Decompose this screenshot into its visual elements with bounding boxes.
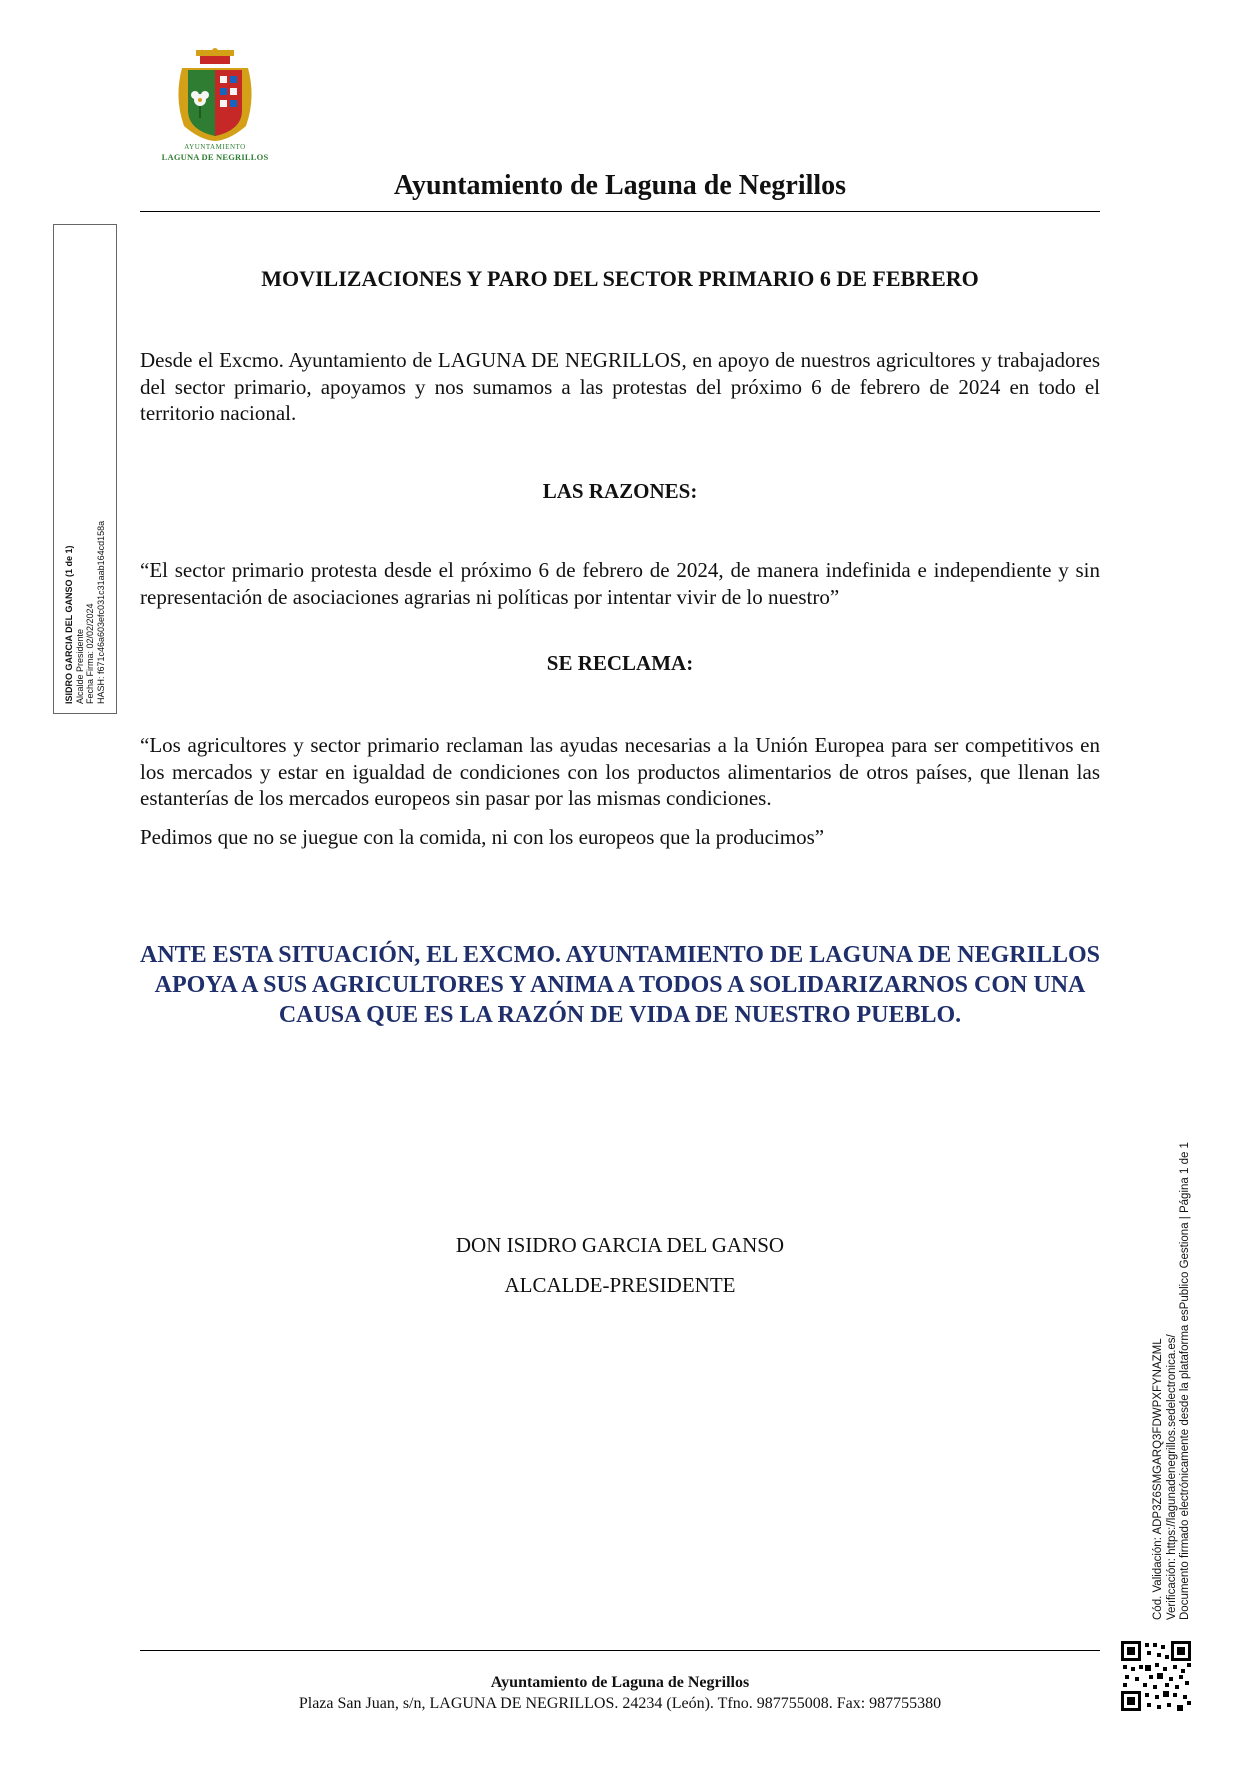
footer-address: Plaza San Juan, s/n, LAGUNA DE NEGRILLOS. 24234 (León). Tfno. 987755008. Fax: 987755380 [298,1695,942,1712]
signature-stamp [53,224,117,714]
logo-caption-line1: AYUNTAMIENTO [184,143,246,151]
signature-role: Alcalde Presidente [74,628,85,704]
reclama-heading: SE RECLAMA: [546,651,694,675]
signer-role: ALCALDE-PRESIDENTE [504,1273,736,1297]
footer-divider [140,1650,1100,1651]
validation-code: Cód. Validación: ADP3Z6SMGARQ3FDWPXFYNAZML [1151,1338,1164,1620]
document-title: MOVILIZACIONES Y PARO DEL SECTOR PRIMARIO 6 DE FEBRERO [261,266,979,291]
signature-signer: ISIDRO GARCIA DEL GANSO (1 de 1) [64,545,74,704]
header-divider [140,211,1100,212]
razones-paragraph: “El sector primario protesta desde el próximo 6 de febrero de 2024, de manera indefinida e independiente y sin representación de asociaciones agrarias ni políticas por intentar vivir de lo nuestro” [140,558,1100,609]
footer-title: Ayuntamiento de Laguna de Negrillos [490,1674,750,1691]
validation-platform-note: Documento firmado electrónicamente desde la plataforma esPublico Gestiona | Página 1 de 1 [1178,1142,1191,1620]
reclama-paragraph: “Los agricultores y sector primario reclaman las ayudas necesarias a la Unión Europea para ser competitivos en los mercados y estar en igualdad de condiciones con los productos alimentarios de otros países, que llenan las estanterías de los mercados europeos sin pasar por las mismas condiciones. [140,733,1100,810]
coat-of-arms-logo [160,48,270,168]
logo-caption-line2: LAGUNA DE NEGRILLOS [161,152,269,162]
qr-code-icon [1121,1641,1191,1711]
validation-url: Verificación: https://lagunadenegrillos.sedelectronica.es/ [1165,1334,1178,1620]
validation-text [1152,1100,1193,1620]
signature-stamp-text [64,234,106,704]
signer-name: DON ISIDRO GARCIA DEL GANSO [455,1233,785,1257]
reclama-closing-paragraph: Pedimos que no se juegue con la comida, ni con los europeos que la producimos” [140,825,825,849]
intro-paragraph: Desde el Excmo. Ayuntamiento de LAGUNA DE NEGRILLOS, en apoyo de nuestros agricultores y trabajadores del sector primario, apoyamos y nos sumamos a las protestas del próximo 6 de febrero de 2024 en todo el territorio nacional. [140,348,1100,425]
razones-heading: LAS RAZONES: [542,479,698,503]
validation-block [1151,1100,1193,1620]
signature-hash: HASH: f671c46a603efc031c31aab164cd158a [95,520,106,704]
coat-of-arms-icon [160,48,270,143]
signature-date: Fecha Firma: 02/02/2024 [85,603,95,704]
header-title: Ayuntamiento de Laguna de Negrillos [393,170,847,201]
support-statement: ANTE ESTA SITUACIÓN, EL EXCMO. AYUNTAMIENTO DE LAGUNA DE NEGRILLOS APOYA A SUS AGRICULTORES Y ANIMA A TODOS A SOLIDARIZARNOS CON UNA CAUSA QUE ES LA RAZÓN DE VIDA DE NUESTRO PUEBLO. [140,942,1100,1028]
